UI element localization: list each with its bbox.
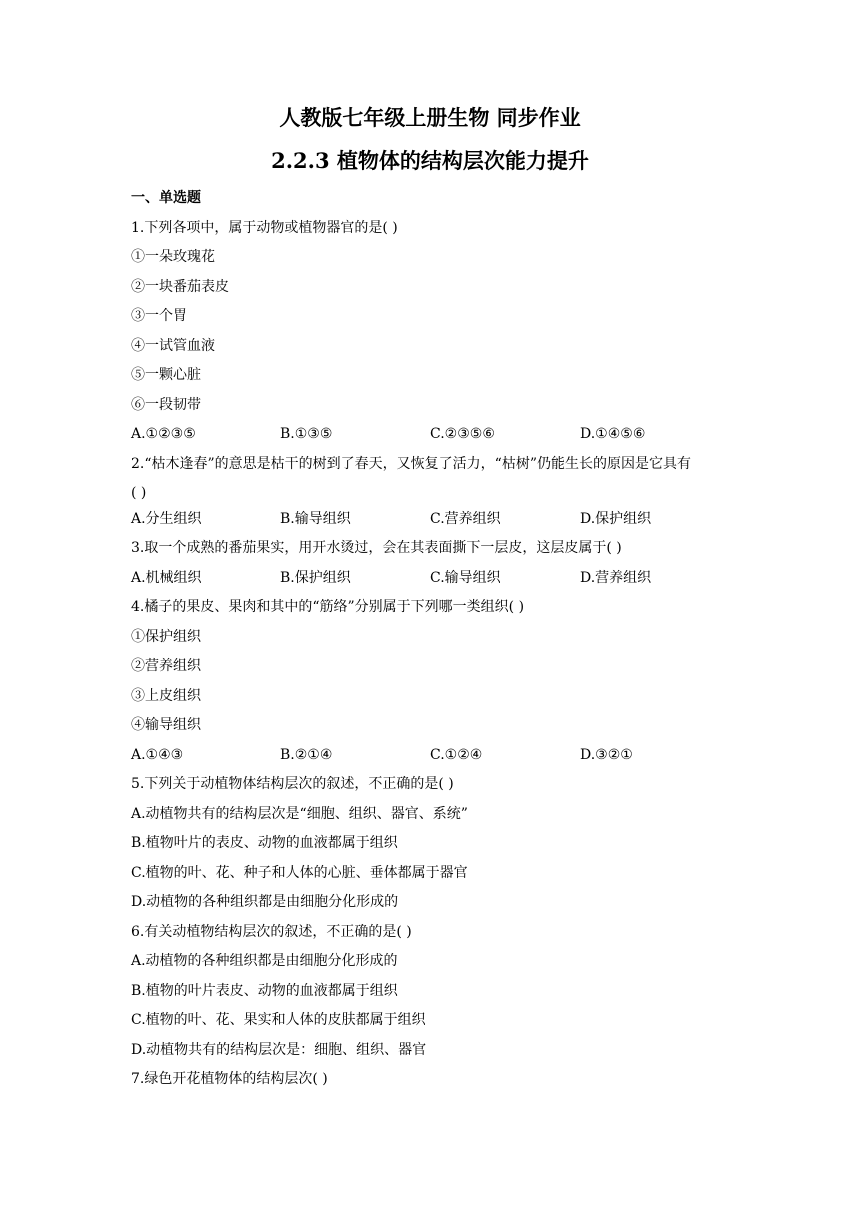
answer-options — [131, 745, 731, 765]
question-item: ③一个胃 — [131, 308, 187, 324]
answer-options — [131, 424, 731, 444]
question-stem: 6.有关动植物结构层次的叙述，不正确的是( ) — [131, 924, 412, 940]
option-b: B.输导组织 — [280, 511, 351, 527]
choice-c: C.植物的叶、花、果实和人体的皮肤都属于组织 — [131, 1012, 426, 1028]
choice-d: D.动植物共有的结构层次是：细胞、组织、器官 — [131, 1042, 427, 1058]
choice-d: D.动植物的各种组织都是由细胞分化形成的 — [131, 894, 399, 910]
question-item: ①一朵玫瑰花 — [131, 249, 215, 265]
question-item: ⑤一颗心脏 — [131, 367, 201, 383]
answer-options — [131, 568, 731, 588]
choice-a: A.动植物的各种组织都是由细胞分化形成的 — [131, 953, 398, 969]
question-item: ③上皮组织 — [131, 688, 201, 704]
option-c: C.①②④ — [430, 747, 483, 763]
option-c: C.营养组织 — [430, 511, 501, 527]
question-stem: 4.橘子的果皮、果肉和其中的“筋络”分别属于下列哪一类组织( ) — [131, 599, 525, 615]
document-title: 人教版七年级上册生物 同步作业 — [279, 105, 581, 130]
option-d: D.营养组织 — [580, 570, 652, 586]
question-stem: 7.绿色开花植物体的结构层次( ) — [131, 1071, 328, 1087]
choice-c: C.植物的叶、花、种子和人体的心脏、垂体都属于器官 — [131, 865, 468, 881]
question-item: ②营养组织 — [131, 658, 201, 674]
answer-options — [131, 509, 731, 529]
choice-b: B.植物的叶片表皮、动物的血液都属于组织 — [131, 983, 398, 999]
option-b: B.①③⑤ — [280, 426, 333, 442]
question-item: ④输导组织 — [131, 717, 201, 733]
question-item: ⑥一段韧带 — [131, 397, 201, 413]
option-a: A.①②③⑤ — [131, 426, 196, 442]
option-b: B.保护组织 — [280, 570, 351, 586]
option-d: D.保护组织 — [580, 511, 652, 527]
question-stem: 3.取一个成熟的番茄果实，用开水烫过，会在其表面撕下一层皮，这层皮属于( ) — [131, 540, 622, 556]
question-item: ②一块番茄表皮 — [131, 279, 229, 295]
option-a: A.分生组织 — [131, 511, 202, 527]
option-c: C.②③⑤⑥ — [430, 426, 495, 442]
section-heading: 一、单选题 — [131, 190, 201, 206]
question-stem: 5.下列关于动植物体结构层次的叙述，不正确的是( ) — [131, 776, 454, 792]
option-d: D.③②① — [580, 747, 633, 763]
choice-a: A.动植物共有的结构层次是“细胞、组织、器官、系统” — [131, 806, 468, 822]
question-item: ①保护组织 — [131, 629, 201, 645]
question-item: ④一试管血液 — [131, 338, 215, 354]
option-d: D.①④⑤⑥ — [580, 426, 646, 442]
option-a: A.机械组织 — [131, 570, 202, 586]
document-subtitle: 2.2.3 植物体的结构层次能力提升 — [271, 148, 589, 173]
question-stem: 1.下列各项中，属于动物或植物器官的是( ) — [131, 220, 398, 236]
question-stem: 2.“枯木逢春”的意思是枯干的树到了春天，又恢复了活力，“枯树”仍能生长的原因是它具有 — [131, 456, 691, 472]
option-c: C.输导组织 — [430, 570, 501, 586]
question-stem-continued: ( ) — [131, 485, 147, 501]
option-b: B.②①④ — [280, 747, 333, 763]
option-a: A.①④③ — [131, 747, 184, 763]
choice-b: B.植物叶片的表皮、动物的血液都属于组织 — [131, 835, 398, 851]
